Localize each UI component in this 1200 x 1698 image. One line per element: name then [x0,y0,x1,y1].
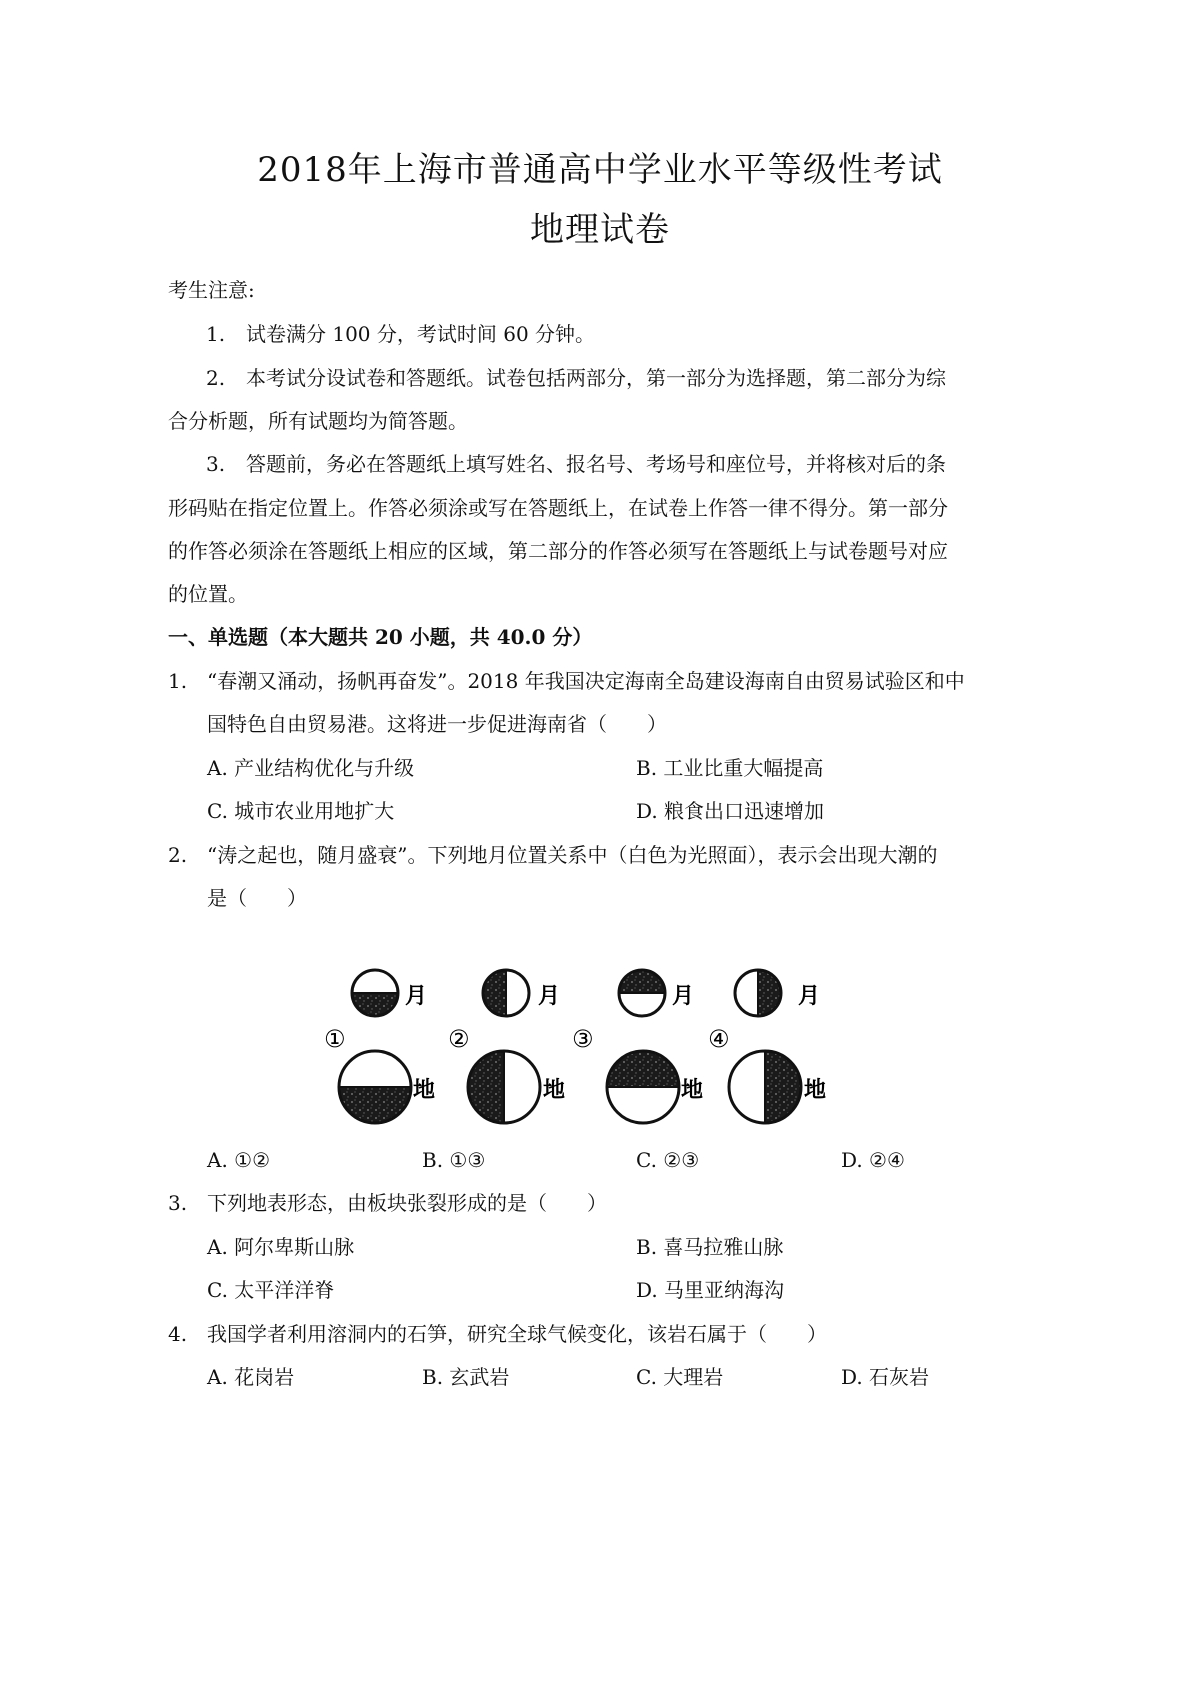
panel-2-moon [480,967,529,1019]
panel-3-moon [616,967,668,1016]
notice-item-number: 2. [206,366,226,390]
panel-3-earth [603,1047,683,1123]
notice-heading: 考生注意: [168,278,255,302]
question-text: “春潮又涌动，扬帆再奋发”。2018 年我国决定海南全岛建设海南自由贸易试验区和中 [207,669,965,693]
option-a: A. 产业结构优化与升级 [207,756,415,780]
section-heading: 一、单选题（本大题共 20 小题，共 40.0 分） [168,625,593,649]
panel-4-moon [735,967,784,1019]
question-number: 1. [168,669,188,693]
notice-item-number: 1. [206,322,226,346]
option-c: C. 大理岩 [636,1365,724,1389]
earth-moon-position-figure [310,955,850,1135]
panel-number: ① [324,1025,346,1053]
question-number: 4. [168,1322,188,1346]
panel-number: ④ [708,1025,730,1053]
panel-number: ② [448,1025,470,1053]
option-c: C. 太平洋洋脊 [207,1278,335,1302]
panel-1-earth [335,1051,415,1127]
option-d: D. 粮食出口迅速增加 [636,799,825,823]
notice-item-text: 本考试分设试卷和答题纸。试卷包括两部分，第一部分为选择题，第二部分为综 [246,366,946,390]
notice-item-text: 试卷满分 100 分，考试时间 60 分钟。 [246,322,596,346]
question-number: 2. [168,843,188,867]
option-d: D. 马里亚纳海沟 [636,1278,785,1302]
moon-label: 月 [798,984,821,1009]
question-text: 我国学者利用溶洞内的石笋，研究全球气候变化，该岩石属于（ ） [207,1322,827,1346]
exam-title: 2018年上海市普通高中学业水平等级性考试 [257,150,943,190]
panel-2-earth [465,1047,540,1127]
option-b: B. 工业比重大幅提高 [636,756,824,780]
panel-number: ③ [572,1025,594,1053]
option-d: D. ②④ [841,1148,905,1172]
moon-label: 月 [538,984,561,1009]
option-b: B. 玄武岩 [422,1365,510,1389]
earth-label: 地 [681,1078,704,1103]
notice-item-text: 答题前，务必在答题纸上填写姓名、报名号、考场号和座位号，并将核对后的条 [246,452,946,476]
moon-label: 月 [405,984,428,1009]
question-text: 是（ ） [207,886,307,910]
question-text: 国特色自由贸易港。这将进一步促进海南省（ ） [207,712,667,736]
notice-item-number: 3. [206,452,226,476]
option-a: A. ①② [207,1148,271,1172]
panel-1-moon [350,970,400,1018]
option-b: B. ①③ [422,1148,486,1172]
notice-item-text: 形码贴在指定位置上。作答必须涂或写在答题纸上，在试卷上作答一律不得分。第一部分 [168,496,948,520]
option-a: A. 花岗岩 [207,1365,295,1389]
option-d: D. 石灰岩 [841,1365,930,1389]
earth-label: 地 [543,1078,566,1103]
question-number: 3. [168,1191,188,1215]
panel-4-earth [729,1047,805,1127]
exam-subtitle: 地理试卷 [530,210,670,250]
question-text: 下列地表形态，由板块张裂形成的是（ ） [207,1191,607,1215]
option-c: C. 城市农业用地扩大 [207,799,395,823]
option-c: C. ②③ [636,1148,700,1172]
earth-label: 地 [804,1078,827,1103]
question-text: “涛之起也，随月盛衰”。下列地月位置关系中（白色为光照面），表示会出现大潮的 [207,843,938,867]
earth-label: 地 [413,1078,436,1103]
notice-item-text: 的作答必须涂在答题纸上相应的区域，第二部分的作答必须写在答题纸上与试卷题号对应 [168,539,948,563]
notice-item-text: 的位置。 [168,582,248,606]
option-a: A. 阿尔卑斯山脉 [207,1235,355,1259]
notice-item-text: 合分析题，所有试题均为简答题。 [168,409,468,433]
option-b: B. 喜马拉雅山脉 [636,1235,784,1259]
moon-label: 月 [672,984,695,1009]
